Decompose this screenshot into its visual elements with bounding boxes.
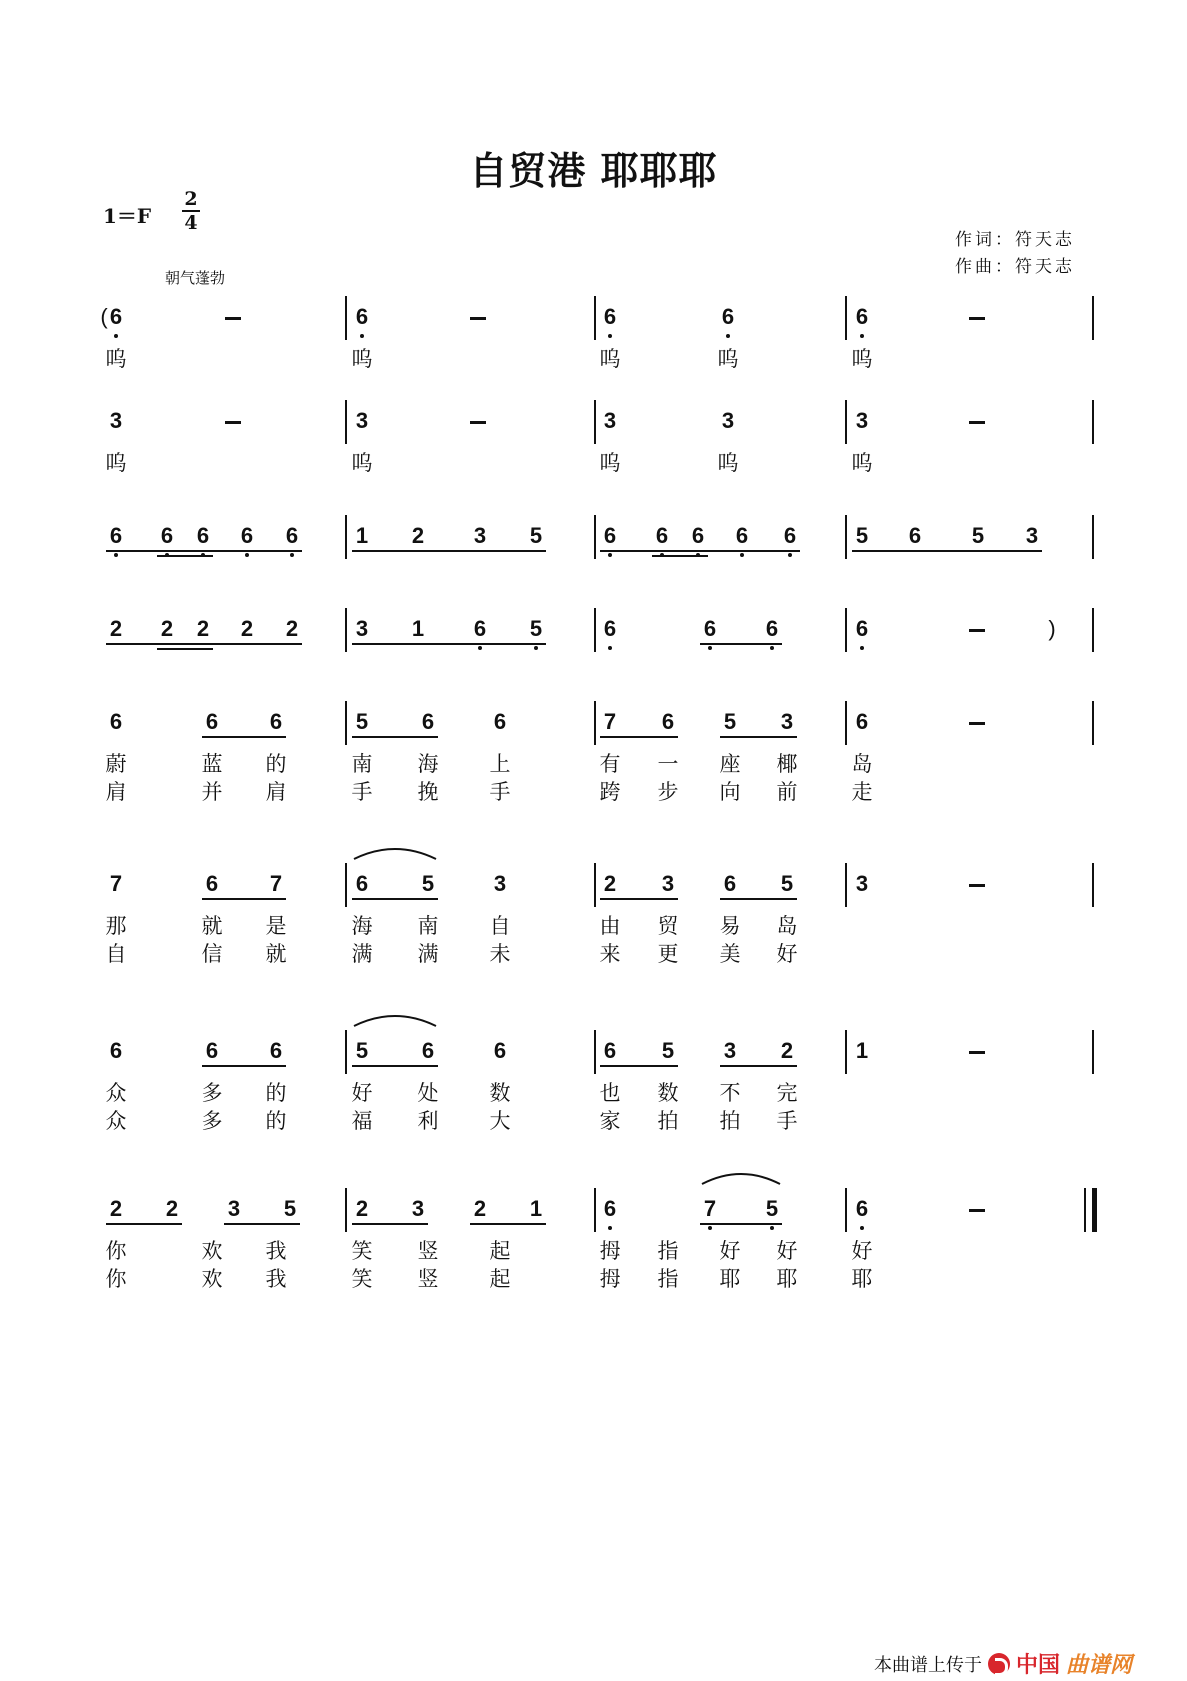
tempo-marking: 朝气蓬勃: [165, 269, 226, 287]
lyric: 笑: [351, 1267, 373, 1291]
low-octave-dot: [478, 646, 482, 650]
note: 2: [355, 1196, 369, 1221]
beam-line: [720, 898, 797, 900]
barline: [345, 1188, 347, 1232]
lyric: 数: [657, 1081, 679, 1105]
lyric: 椰: [776, 752, 798, 776]
low-octave-dot: [788, 553, 792, 557]
lyric: 福: [351, 1109, 373, 1133]
note: 2: [780, 1038, 794, 1063]
barline: [845, 1188, 847, 1232]
note: 5: [661, 1038, 675, 1063]
note: 6: [421, 709, 435, 734]
lyric: 欢: [201, 1267, 223, 1291]
barline: [345, 1030, 347, 1074]
lyric: 蔚: [105, 752, 127, 776]
lyric: 你: [105, 1267, 127, 1291]
note: 2: [160, 616, 174, 641]
lyric: 满: [351, 942, 373, 966]
note: 5: [421, 871, 435, 896]
note: 3: [355, 408, 369, 433]
note: 3: [603, 408, 617, 433]
barline: [594, 1188, 596, 1232]
lyric: 多: [201, 1109, 223, 1133]
note: 5: [780, 871, 794, 896]
lyric: 拇: [599, 1267, 621, 1291]
note: 6: [855, 304, 869, 329]
note: 5: [765, 1196, 779, 1221]
barline: [594, 863, 596, 907]
note: 6: [721, 304, 735, 329]
beam-line: [157, 555, 213, 557]
low-octave-dot: [608, 646, 612, 650]
note: 7: [109, 871, 123, 896]
lyric: 好: [776, 942, 798, 966]
lyric: 座: [719, 752, 741, 776]
low-octave-dot: [860, 1226, 864, 1230]
low-octave-dot: [770, 1226, 774, 1230]
lyric: 海: [351, 914, 373, 938]
lyric: 拇: [599, 1239, 621, 1263]
note: 3: [355, 616, 369, 641]
lyric: 肩: [265, 780, 287, 804]
lyric: 的: [265, 752, 287, 776]
lyric: 手: [351, 780, 373, 804]
note: 5: [855, 523, 869, 548]
lyric: 拍: [719, 1109, 741, 1133]
beam-line: [106, 550, 302, 552]
rest-dash: [969, 884, 985, 887]
beam-line: [600, 1065, 678, 1067]
low-octave-dot: [245, 553, 249, 557]
lyric: 满: [417, 942, 439, 966]
beam-line: [600, 898, 678, 900]
site-name-b: 曲谱网: [1065, 1653, 1132, 1678]
note: 6: [735, 523, 749, 548]
note: 5: [529, 523, 543, 548]
key-signature: 1＝F: [103, 204, 152, 228]
beam-line: [352, 643, 546, 645]
time-signature: [182, 188, 200, 234]
note: 3: [1025, 523, 1039, 548]
barline: [594, 701, 596, 745]
low-octave-dot: [608, 553, 612, 557]
lyric: 不: [719, 1081, 741, 1105]
lyric: 走: [851, 780, 873, 804]
low-octave-dot: [608, 1226, 612, 1230]
site-logo-icon: [988, 1653, 1010, 1675]
beam-line: [852, 550, 1042, 552]
note: 3: [493, 871, 507, 896]
lyric: 手: [489, 780, 511, 804]
note: 3: [473, 523, 487, 548]
rest-dash: [470, 317, 486, 320]
lyric: 我: [265, 1267, 287, 1291]
rest-dash: [969, 1051, 985, 1054]
lyric: 向: [719, 780, 741, 804]
low-octave-dot: [608, 334, 612, 338]
barline: [594, 296, 596, 340]
low-octave-dot: [770, 646, 774, 650]
note: 1: [855, 1038, 869, 1063]
barline: [594, 400, 596, 444]
barline: [1092, 1030, 1094, 1074]
beam-line: [352, 736, 438, 738]
beam-line: [352, 898, 438, 900]
note: 6: [783, 523, 797, 548]
page-title: 自贸港 耶耶耶: [469, 148, 718, 193]
note: 3: [721, 408, 735, 433]
close-paren: ): [1048, 616, 1056, 641]
low-octave-dot: [726, 334, 730, 338]
lyric: 好: [851, 1239, 873, 1263]
note: 6: [765, 616, 779, 641]
lyric: 贸: [657, 914, 679, 938]
note: 3: [780, 709, 794, 734]
beam-line: [202, 898, 286, 900]
rest-dash: [969, 421, 985, 424]
beam-line: [106, 1223, 182, 1225]
lyric: 前: [776, 780, 798, 804]
note: 6: [723, 871, 737, 896]
lyric: 未: [489, 942, 511, 966]
note: 6: [493, 709, 507, 734]
barline: [1084, 1188, 1086, 1232]
note: 2: [411, 523, 425, 548]
note: 2: [473, 1196, 487, 1221]
slur-arc: [352, 845, 438, 861]
lyric: 起: [489, 1267, 511, 1291]
note: 6: [603, 1196, 617, 1221]
note: 2: [165, 1196, 179, 1221]
lyric: 蓝: [201, 752, 223, 776]
note: 5: [971, 523, 985, 548]
barline: [845, 296, 847, 340]
lyric: 岛: [851, 752, 873, 776]
lyric: 就: [265, 942, 287, 966]
note: 6: [205, 709, 219, 734]
note: 6: [473, 616, 487, 641]
footer: [874, 1648, 1132, 1679]
lyric: 呜: [599, 451, 621, 475]
note: 6: [355, 304, 369, 329]
lyric: 众: [105, 1081, 127, 1105]
lyric: 手: [776, 1109, 798, 1133]
beam-line: [470, 1223, 546, 1225]
note: 6: [855, 709, 869, 734]
slur-arc: [352, 1012, 438, 1028]
lyric: 耶: [851, 1267, 873, 1291]
note: 6: [160, 523, 174, 548]
note: 6: [603, 523, 617, 548]
note: 6: [855, 616, 869, 641]
rest-dash: [969, 722, 985, 725]
lyric: 笑: [351, 1239, 373, 1263]
lyric: 跨: [599, 780, 621, 804]
beam-line: [202, 736, 286, 738]
lyric: 就: [201, 914, 223, 938]
note: 6: [109, 523, 123, 548]
lyricist-credit: 作词：符天志: [955, 230, 1075, 250]
site-name-a: 中国: [1015, 1653, 1060, 1678]
barline: [345, 863, 347, 907]
lyric: 那: [105, 914, 127, 938]
lyric: 呜: [351, 347, 373, 371]
lyric: 自: [489, 914, 511, 938]
low-octave-dot: [860, 646, 864, 650]
note: 3: [411, 1196, 425, 1221]
note: 2: [109, 616, 123, 641]
open-paren: (: [100, 304, 108, 329]
lyric: 南: [417, 914, 439, 938]
note: 3: [855, 871, 869, 896]
composer-credit: 作曲：符天志: [955, 257, 1075, 277]
note: 6: [855, 1196, 869, 1221]
lyric: 指: [657, 1239, 679, 1263]
rest-dash: [969, 317, 985, 320]
note: 6: [908, 523, 922, 548]
barline: [1092, 296, 1094, 340]
barline: [1092, 515, 1094, 559]
barline: [845, 515, 847, 559]
barline: [1092, 400, 1094, 444]
lyric: 更: [657, 942, 679, 966]
barline: [345, 515, 347, 559]
lyric: 我: [265, 1239, 287, 1263]
lyric: 呜: [351, 451, 373, 475]
note: 6: [493, 1038, 507, 1063]
beam-line: [106, 643, 302, 645]
beam-line: [352, 1223, 428, 1225]
low-octave-dot: [740, 553, 744, 557]
barline: [345, 608, 347, 652]
barline: [594, 515, 596, 559]
rest-dash: [969, 1209, 985, 1212]
note: 3: [723, 1038, 737, 1063]
barline: [845, 863, 847, 907]
note: 6: [421, 1038, 435, 1063]
note: 6: [603, 616, 617, 641]
note: 6: [109, 304, 123, 329]
barline: [1092, 863, 1094, 907]
note: 6: [269, 709, 283, 734]
lyric: 来: [599, 942, 621, 966]
lyric: 呜: [599, 347, 621, 371]
lyric: 好: [719, 1239, 741, 1263]
note: 6: [661, 709, 675, 734]
beam-line: [720, 1065, 797, 1067]
lyric: 欢: [201, 1239, 223, 1263]
rest-dash: [225, 421, 241, 424]
beam-line: [202, 1065, 286, 1067]
note: 2: [285, 616, 299, 641]
lyric: 并: [201, 780, 223, 804]
lyric: 挽: [417, 780, 439, 804]
lyric: 步: [657, 780, 679, 804]
note: 6: [196, 523, 210, 548]
low-octave-dot: [534, 646, 538, 650]
beam-line: [600, 550, 800, 552]
note: 7: [703, 1196, 717, 1221]
lyric: 自: [105, 942, 127, 966]
beam-line: [720, 736, 797, 738]
lyric: 竖: [417, 1239, 439, 1263]
note: 5: [723, 709, 737, 734]
note: 6: [603, 304, 617, 329]
barline: [345, 296, 347, 340]
barline: [1092, 608, 1094, 652]
note: 1: [355, 523, 369, 548]
note: 6: [109, 1038, 123, 1063]
low-octave-dot: [708, 1226, 712, 1230]
lyric: 呜: [717, 451, 739, 475]
note: 6: [703, 616, 717, 641]
lyric: 的: [265, 1109, 287, 1133]
beam-line: [352, 550, 546, 552]
note: 2: [240, 616, 254, 641]
rest-dash: [470, 421, 486, 424]
low-octave-dot: [360, 334, 364, 338]
low-octave-dot: [708, 646, 712, 650]
barline: [845, 1030, 847, 1074]
note: 3: [109, 408, 123, 433]
note: 6: [691, 523, 705, 548]
lyric: 数: [489, 1081, 511, 1105]
lyric: 家: [599, 1109, 621, 1133]
low-octave-dot: [290, 553, 294, 557]
lyric: 也: [599, 1081, 621, 1105]
beam-line: [600, 736, 678, 738]
note: 5: [355, 709, 369, 734]
low-octave-dot: [114, 553, 118, 557]
barline: [594, 1030, 596, 1074]
note: 2: [196, 616, 210, 641]
note: 6: [603, 1038, 617, 1063]
beam-line: [652, 555, 708, 557]
lyric: 是: [265, 914, 287, 938]
lyric: 的: [265, 1081, 287, 1105]
barline: [1092, 1188, 1097, 1232]
note: 6: [655, 523, 669, 548]
note: 3: [661, 871, 675, 896]
rest-dash: [969, 629, 985, 632]
rest-dash: [225, 317, 241, 320]
beam-line: [700, 1223, 782, 1225]
lyric: 信: [201, 942, 223, 966]
note: 6: [240, 523, 254, 548]
lyric: 呜: [851, 451, 873, 475]
lyric: 耶: [719, 1267, 741, 1291]
lyric: 岛: [776, 914, 798, 938]
lyric: 易: [719, 914, 741, 938]
lyric: 有: [599, 752, 621, 776]
note: 6: [269, 1038, 283, 1063]
low-octave-dot: [860, 334, 864, 338]
note: 1: [529, 1196, 543, 1221]
lyric: 竖: [417, 1267, 439, 1291]
lyric: 呜: [851, 347, 873, 371]
slur-arc: [700, 1170, 782, 1186]
time-signature-top: 2: [184, 188, 198, 210]
note: 6: [205, 871, 219, 896]
lyric: 利: [417, 1109, 439, 1133]
note: 7: [603, 709, 617, 734]
note: 6: [205, 1038, 219, 1063]
lyric: 美: [719, 942, 741, 966]
beam-line: [700, 643, 782, 645]
barline: [345, 400, 347, 444]
note: 3: [227, 1196, 241, 1221]
lyric: 多: [201, 1081, 223, 1105]
lyric: 完: [776, 1081, 798, 1105]
lyric: 指: [657, 1267, 679, 1291]
note: 5: [529, 616, 543, 641]
note: 5: [355, 1038, 369, 1063]
beam-line: [157, 648, 213, 650]
lyric: 耶: [776, 1267, 798, 1291]
beam-line: [224, 1223, 300, 1225]
lyric: 好: [351, 1081, 373, 1105]
time-signature-bottom: 4: [184, 212, 198, 234]
barline: [594, 608, 596, 652]
note: 1: [411, 616, 425, 641]
barline: [845, 400, 847, 444]
lyric: 好: [776, 1239, 798, 1263]
note: 2: [109, 1196, 123, 1221]
lyric: 呜: [105, 347, 127, 371]
note: 7: [269, 871, 283, 896]
low-octave-dot: [114, 334, 118, 338]
lyric: 海: [417, 752, 439, 776]
footer-text: 本曲谱上传于: [873, 1654, 982, 1676]
lyric: 由: [599, 914, 621, 938]
lyric: 处: [417, 1081, 439, 1105]
lyric: 呜: [717, 347, 739, 371]
lyric: 南: [351, 752, 373, 776]
lyric: 大: [489, 1109, 511, 1133]
lyric: 拍: [657, 1109, 679, 1133]
lyric: 众: [105, 1109, 127, 1133]
barline: [845, 701, 847, 745]
lyric: 呜: [105, 451, 127, 475]
note: 5: [283, 1196, 297, 1221]
note: 6: [285, 523, 299, 548]
note: 6: [355, 871, 369, 896]
lyric: 你: [105, 1239, 127, 1263]
lyric: 上: [489, 752, 511, 776]
note: 3: [855, 408, 869, 433]
barline: [1092, 701, 1094, 745]
note: 2: [603, 871, 617, 896]
lyric: 肩: [105, 780, 127, 804]
barline: [845, 608, 847, 652]
barline: [345, 701, 347, 745]
note: 6: [109, 709, 123, 734]
lyric: 一: [657, 752, 679, 776]
lyric: 起: [489, 1239, 511, 1263]
beam-line: [352, 1065, 438, 1067]
